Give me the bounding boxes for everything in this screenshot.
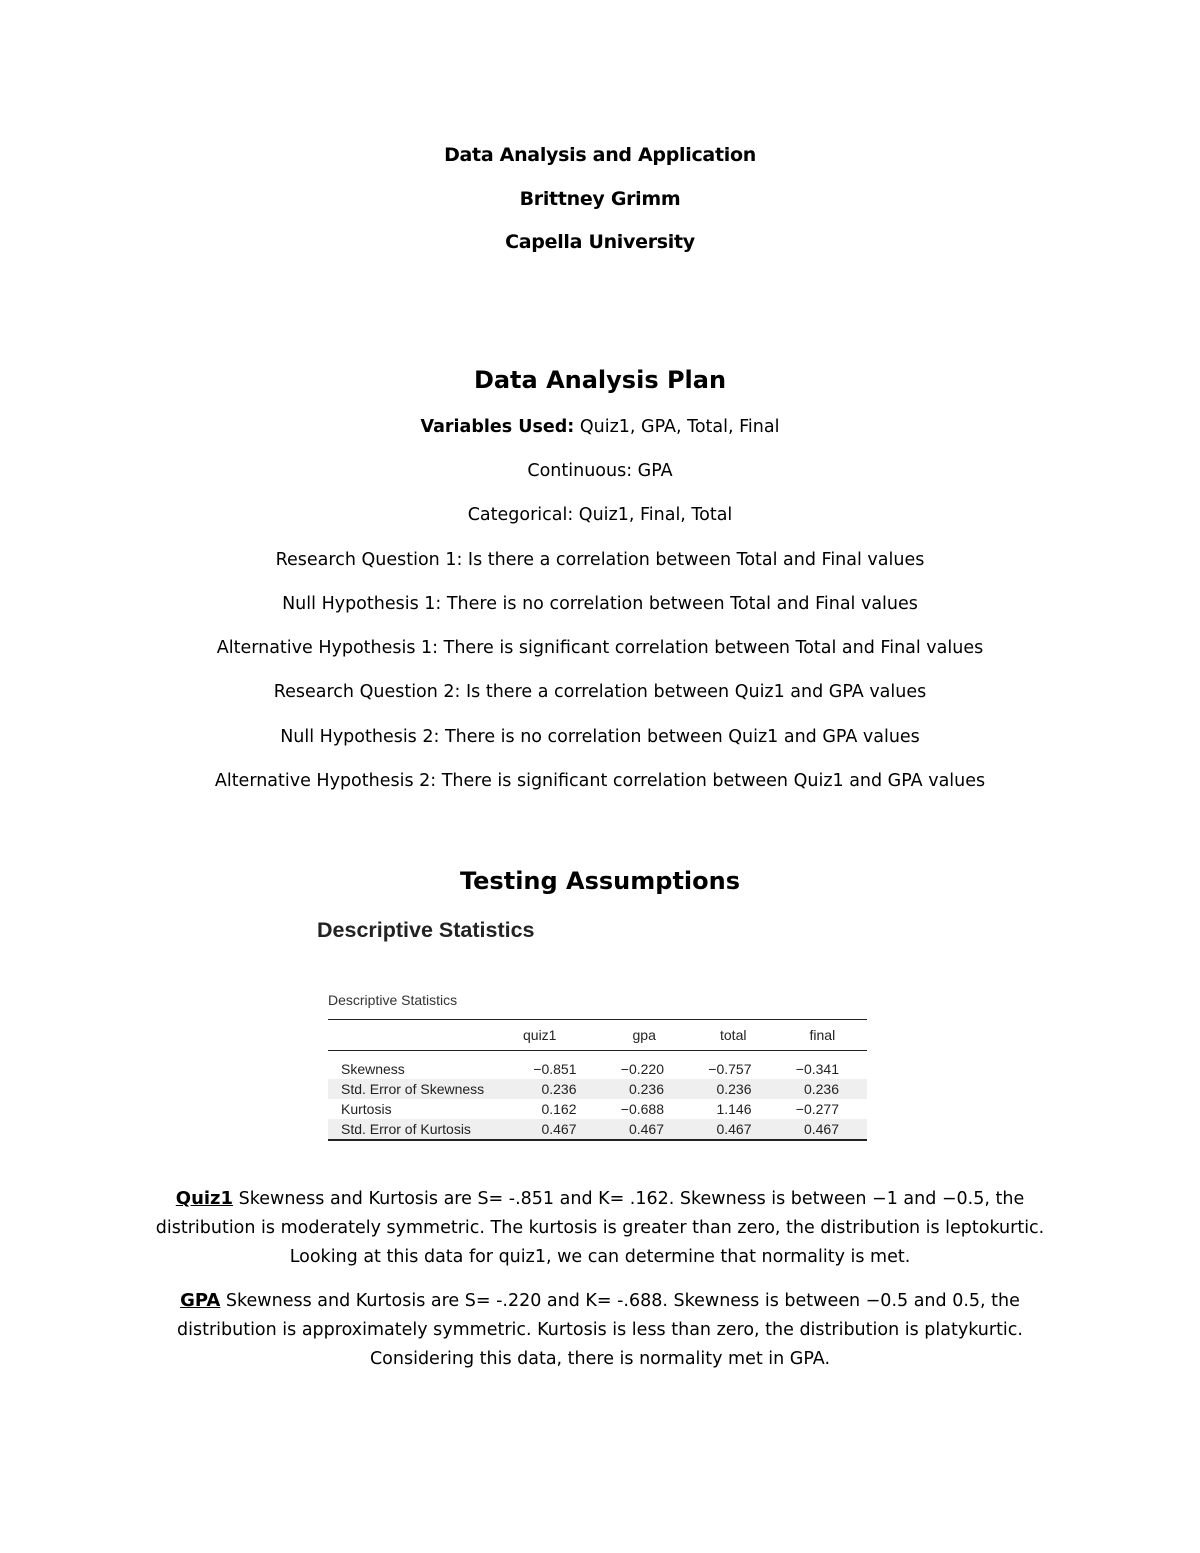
institution-name: Capella University [505,231,695,253]
column-header: total [692,1020,780,1051]
row-label: Std. Error of Kurtosis [328,1119,517,1140]
author-name: Brittney Grimm [519,188,681,210]
table-header-row [328,1020,867,1051]
table-cell: 0.236 [780,1079,868,1099]
table-row [328,1079,867,1099]
table-cell: 0.236 [517,1079,605,1099]
quiz1-paragraph [150,1184,1050,1272]
table-cell: 1.146 [716,1101,752,1117]
row-label: Skewness [341,1061,405,1077]
gpa-text: Skewness and Kurtosis are S= -.220 and K= -.688. Skewness is between −0.5 and 0.5, the distribution is approximately symmetric. Kurtosis is less than zero, the distribution is platykurtic. Considering this data, there is normality met in GPA. [177,1291,1023,1369]
table-cell: −0.277 [795,1101,839,1117]
table-cell: 0.467 [692,1119,780,1140]
gpa-label: GPA [180,1290,221,1311]
research-question-2: Research Question 2: Is there a correlation between Quiz1 and GPA values [273,682,927,702]
table-row [328,1119,867,1140]
quiz1-text: Skewness and Kurtosis are S= -.851 and K= .162. Skewness is between −1 and −0.5, the distribution is moderately symmetric. The kurtosis is greater than zero, the distribution is leptokurtic. Looking at this data for quiz1, we can determine that normality is met. [155,1189,1045,1267]
table-row [328,1059,867,1079]
row-label: Kurtosis [341,1101,392,1117]
gpa-paragraph [150,1286,1050,1374]
quiz1-label: Quiz1 [175,1188,234,1209]
categorical-line: Categorical: Quiz1, Final, Total [467,505,733,525]
alternative-hypothesis-1: Alternative Hypothesis 1: There is significant correlation between Total and Final values [216,638,984,658]
table-cell: 0.236 [692,1079,780,1099]
table-cell: −0.851 [533,1061,577,1077]
null-hypothesis-2: Null Hypothesis 2: There is no correlation between Quiz1 and GPA values [280,727,920,747]
continuous-line: Continuous: GPA [527,461,673,481]
table-cell: −0.341 [795,1061,839,1077]
table-cell: 0.467 [605,1119,693,1140]
table-cell: −0.688 [620,1101,664,1117]
variables-value: Quiz1, GPA, Total, Final [574,417,780,437]
table-caption: Descriptive Statistics [328,992,458,1008]
table-header-blank [328,1020,517,1051]
document-title: Data Analysis and Application [444,144,756,166]
table-cell: −0.757 [708,1061,752,1077]
column-header: quiz1 [517,1020,605,1051]
table-cell: 0.236 [605,1079,693,1099]
column-header: gpa [605,1020,693,1051]
table-cell: −0.220 [620,1061,664,1077]
row-label: Std. Error of Skewness [328,1079,517,1099]
alternative-hypothesis-2: Alternative Hypothesis 2: There is significant correlation between Quiz1 and GPA values [214,771,986,791]
figure-title: Descriptive Statistics [317,918,535,942]
assumptions-heading: Testing Assumptions [459,867,741,895]
null-hypothesis-1: Null Hypothesis 1: There is no correlation between Total and Final values [282,594,918,614]
variables-label: Variables Used: [420,417,575,437]
variables-used-line [0,419,1200,437]
plan-heading: Data Analysis Plan [473,366,727,394]
research-question-1: Research Question 1: Is there a correlation between Total and Final values [275,550,925,570]
descriptive-statistics-table [328,1019,867,1141]
column-header: final [780,1020,868,1051]
table-spacer [328,1051,867,1060]
table-cell: 0.162 [541,1101,577,1117]
table-cell: 0.467 [517,1119,605,1140]
table-row [328,1099,867,1119]
table-cell: 0.467 [780,1119,868,1140]
